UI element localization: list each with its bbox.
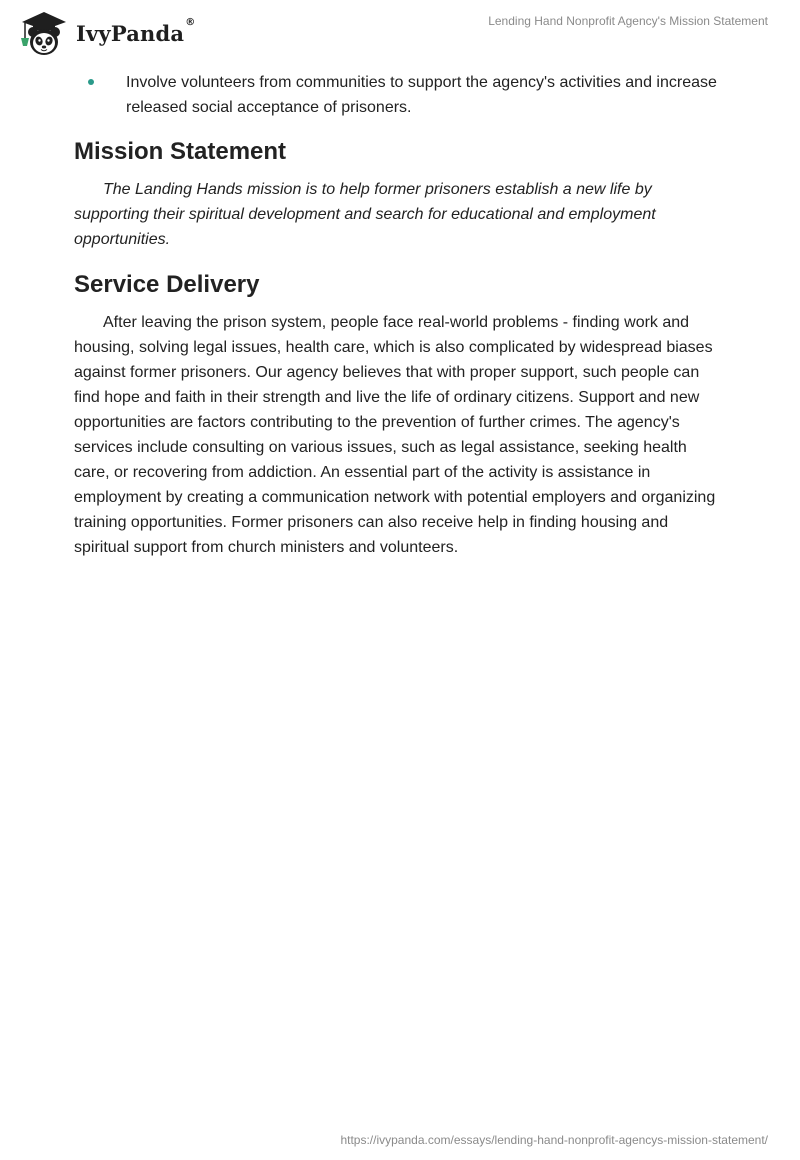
panda-graduate-logo-icon — [16, 8, 72, 58]
list-item-text: Involve volunteers from communities to support the agency's activities and increase released social acceptance of prisoners. — [126, 74, 717, 116]
service-delivery-paragraph: After leaving the prison system, people face real-world problems - finding work and housing, solving legal issues, health care, which is also complicated by widespread biases against former prisoners. Our agency believes that with proper support, such people can find hope and faith in their strength and live the life of ordinary citizens. Support and new opportunities are factors contributing to the prevention of further crimes. The agency's services include consulting on various issues, such as legal assistance, seeking health care, or recovering from addiction. An essential part of the activity is assistance in employment by creating a communication network with potential employers and organizing training opportunities. Former prisoners can also receive help in finding housing and spiritual support from church ministers and volunteers. — [74, 314, 716, 556]
page-header — [0, 0, 800, 66]
bullet-dot-icon — [88, 79, 94, 85]
document-body — [74, 70, 726, 560]
bullet-list — [74, 70, 726, 120]
list-item — [74, 70, 726, 120]
ivypanda-logo[interactable] — [16, 8, 195, 58]
section-heading-service-delivery: Service Delivery — [74, 271, 260, 298]
section-heading-mission-statement: Mission Statement — [74, 138, 287, 165]
mission-paragraph: The Landing Hands mission is to help former prisoners establish a new life by supporting their spiritual development and search for educational and employment opportunities. — [74, 181, 656, 248]
running-title: Lending Hand Nonprofit Agency's Mission Statement — [488, 14, 768, 28]
registered-mark: ® — [185, 16, 196, 28]
brand-name: IvyPanda® — [76, 16, 196, 46]
source-url[interactable]: https://ivypanda.com/essays/lending-hand-nonprofit-agencys-mission-statement/ — [340, 1133, 768, 1147]
